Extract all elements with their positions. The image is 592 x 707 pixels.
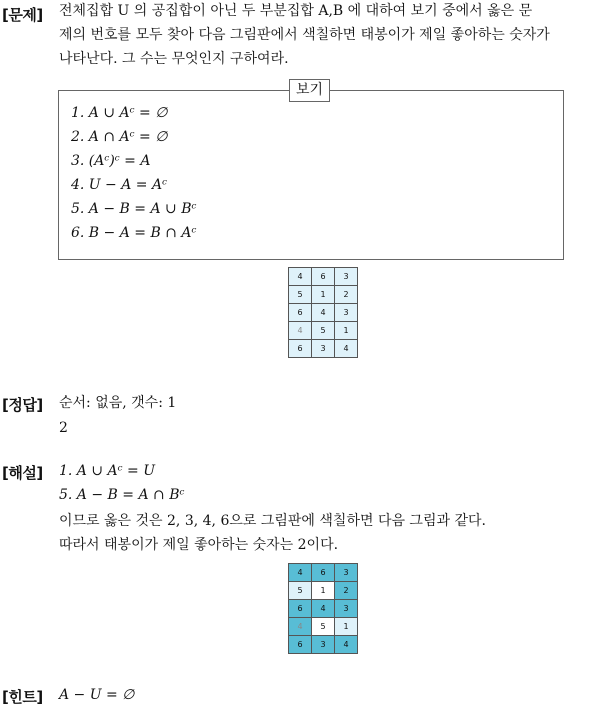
explanation-tag: [해설] (2, 464, 43, 482)
grid-cell: 4 (335, 636, 358, 654)
grid-cell: 2 (335, 582, 358, 600)
grid-cell: 3 (335, 304, 358, 322)
option-4: 4. U − A = Aᶜ (71, 177, 168, 193)
hint-tag: [힌트] (2, 688, 43, 706)
option-6: 6. B − A = B ∩ Aᶜ (71, 225, 197, 241)
grid-cell: 4 (289, 268, 312, 286)
grid-cell: 5 (312, 618, 335, 636)
grid-row (289, 618, 358, 636)
number-grid-colored (288, 563, 358, 654)
options-box-title: 보기 (289, 79, 330, 102)
grid-row (289, 322, 358, 340)
grid-cell: 2 (335, 286, 358, 304)
grid-cell: 6 (289, 636, 312, 654)
grid-cell: 1 (312, 286, 335, 304)
grid-row (289, 600, 358, 618)
grid-cell: 4 (289, 322, 312, 340)
answer-line-2: 2 (59, 420, 68, 436)
grid-cell: 4 (289, 618, 312, 636)
hint-text: A − U = ∅ (59, 687, 135, 703)
explanation-line-4: 따라서 태봉이가 제일 좋아하는 숫자는 2이다. (59, 537, 339, 553)
grid-cell: 3 (335, 600, 358, 618)
problem-line-1: 전체집합 U 의 공집합이 아닌 두 부분집합 A,B 에 대하여 보기 중에서 옳은 문 (59, 3, 533, 19)
grid-row (289, 564, 358, 582)
explanation-line-1: 1. A ∪ Aᶜ = U (59, 463, 156, 479)
number-grid-blank (288, 267, 358, 358)
grid-cell: 6 (289, 304, 312, 322)
problem-tag: [문제] (2, 6, 43, 24)
problem-text (59, 0, 550, 71)
problem-line-2: 제의 번호를 모두 찾아 다음 그림판에서 색칠하면 태봉이가 제일 좋아하는 숫자가 (59, 27, 550, 43)
grid-row (289, 582, 358, 600)
option-3: 3. (Aᶜ)ᶜ = A (71, 153, 151, 169)
grid-cell: 4 (312, 304, 335, 322)
grid-cell: 3 (312, 340, 335, 358)
problem-line-3: 나타난다. 그 수는 무엇인지 구하여라. (59, 51, 289, 67)
grid-row (289, 304, 358, 322)
answer-line-1: 순서: 없음, 갯수: 1 (59, 395, 177, 411)
grid-row (289, 286, 358, 304)
option-1: 1. A ∪ Aᶜ = ∅ (71, 105, 168, 121)
grid-cell: 6 (312, 268, 335, 286)
answer-tag: [정답] (2, 396, 43, 414)
grid-cell: 4 (335, 340, 358, 358)
grid-cell: 1 (335, 322, 358, 340)
explanation-line-2: 5. A − B = A ∩ Bᶜ (59, 487, 185, 503)
grid-cell: 6 (289, 340, 312, 358)
grid-cell: 5 (289, 582, 312, 600)
grid-cell: 6 (289, 600, 312, 618)
grid-cell: 4 (312, 600, 335, 618)
grid-cell: 1 (312, 582, 335, 600)
grid-row (289, 340, 358, 358)
options-list (71, 101, 196, 245)
grid-cell: 4 (289, 564, 312, 582)
grid-cell: 3 (335, 268, 358, 286)
grid-row (289, 636, 358, 654)
grid-cell: 3 (335, 564, 358, 582)
option-2: 2. A ∩ Aᶜ = ∅ (71, 129, 168, 145)
answer-text (59, 391, 176, 440)
explanation-line-3: 이므로 옳은 것은 2, 3, 4, 6으로 그림판에 색칠하면 다음 그림과 같다. (59, 513, 486, 529)
grid-cell: 1 (335, 618, 358, 636)
grid-cell: 5 (312, 322, 335, 340)
grid-row (289, 268, 358, 286)
grid-cell: 6 (312, 564, 335, 582)
explanation-text (59, 459, 486, 557)
grid-cell: 3 (312, 636, 335, 654)
option-5: 5. A − B = A ∪ Bᶜ (71, 201, 197, 217)
grid-cell: 5 (289, 286, 312, 304)
